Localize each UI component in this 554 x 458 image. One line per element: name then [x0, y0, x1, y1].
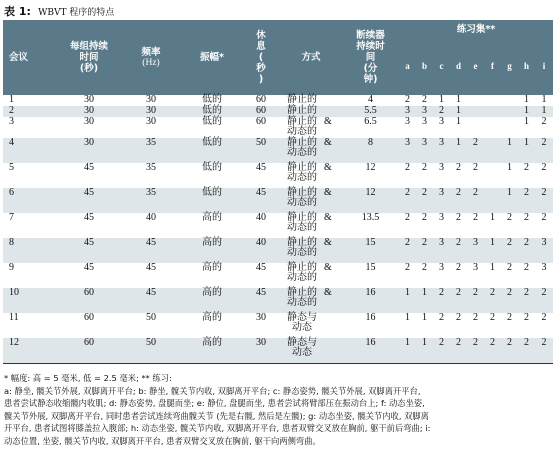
cell-exercise-b: 3 [416, 117, 433, 138]
cell-exercise-e: 2 [467, 313, 484, 338]
cell-exercise-a: 2 [399, 95, 416, 106]
cell-duration: 45 [58, 238, 120, 263]
cell-session: 11 [3, 313, 58, 338]
cell-exercise-c: 2 [433, 106, 450, 117]
cell-intermittent-time: 15 [342, 263, 399, 288]
cell-amplitude: 低的 [182, 138, 242, 163]
header-ex-c: c [433, 38, 450, 95]
cell-exercise-a: 3 [399, 106, 416, 117]
cell-amplitude: 高的 [182, 338, 242, 364]
cell-exercise-d: 2 [450, 263, 467, 288]
cell-rest: 40 [242, 238, 280, 263]
cell-exercise-a: 1 [399, 288, 416, 313]
cell-exercise-h: 2 [518, 238, 535, 263]
cell-exercise-i: 2 [535, 288, 553, 313]
table-caption [4, 3, 114, 17]
cell-exercise-b: 3 [416, 106, 433, 117]
cell-exercise-a: 2 [399, 238, 416, 263]
cell-mode-conjunction: & [324, 263, 342, 288]
cell-duration: 30 [58, 95, 120, 106]
cell-exercise-i: 2 [535, 188, 553, 213]
mode-line: 动态的 [287, 197, 317, 208]
mode-line: 静止的 [287, 237, 317, 248]
mode-line: 动态的 [287, 172, 317, 183]
cell-frequency: 40 [120, 213, 182, 238]
cell-mode [280, 288, 324, 313]
cell-exercise-c: 3 [433, 138, 450, 163]
table-row [3, 288, 553, 313]
cell-exercise-i: 1 [535, 95, 553, 106]
mode-line: 静态与 [287, 337, 317, 348]
cell-exercise-g [501, 106, 518, 117]
cell-exercise-h: 1 [518, 117, 535, 138]
cell-exercise-a: 2 [399, 188, 416, 213]
cell-exercise-e [467, 106, 484, 117]
cell-amplitude: 低的 [182, 106, 242, 117]
cell-amplitude: 高的 [182, 263, 242, 288]
header-mode: 方式 [280, 20, 342, 95]
cell-exercise-h: 1 [518, 106, 535, 117]
header-ex-i: i [535, 38, 553, 95]
mode-line: 静止的 [287, 262, 317, 273]
note-line: * 幅度: 高 = 5 毫米, 低 = 2.5 毫米; ** 练习: [4, 373, 172, 383]
cell-exercise-g [501, 95, 518, 106]
cell-mode-conjunction: & [324, 163, 342, 188]
cell-exercise-f [484, 106, 501, 117]
header-duration: 每组持续 时间 (秒) [58, 20, 120, 95]
header-intermittent: 断续器 持续时 间 (分 钟) [342, 20, 399, 95]
cell-exercise-f: 2 [484, 338, 501, 364]
cell-amplitude: 低的 [182, 163, 242, 188]
cell-exercise-i: 2 [535, 313, 553, 338]
caption-label: 表 1: [4, 5, 31, 18]
mode-line: 静止的 [287, 105, 317, 116]
cell-frequency: 45 [120, 288, 182, 313]
mode-line: 动态的 [287, 297, 317, 308]
cell-exercise-h: 2 [518, 338, 535, 364]
note-line: 髋关节外展, 双脚离开平台, 同时患者尝试连续弯曲髋关节 (先是右髋, 然后是左髋); g: 动态坐姿, 髋关节内收, 双脚离 [4, 410, 429, 421]
cell-exercise-i: 2 [535, 117, 553, 138]
cell-exercise-g: 1 [501, 138, 518, 163]
note-line: 开平台, 患者试图将膝盖拉入腹部; h: 动态坐姿, 髋关节内收, 双脚离开平台, 患者双臂交叉放在胸前, 躯干前后弯曲; i: [4, 423, 431, 433]
mode-line: 静止的 [287, 187, 317, 198]
cell-exercise-a: 1 [399, 313, 416, 338]
mode-line: 动态的 [287, 126, 317, 137]
cell-exercise-e: 3 [467, 263, 484, 288]
cell-exercise-g: 1 [501, 163, 518, 188]
cell-exercise-d: 2 [450, 213, 467, 238]
wbvt-table [3, 20, 553, 364]
table-row [3, 138, 553, 163]
cell-rest: 60 [242, 95, 280, 106]
note-line: 患者尝试静态收缩髋内收肌; d: 静态姿势, 盘腿而坐; e: 静位, 盘腿而坐, 患者尝试将臂部压在振动台上; f: 动态坐姿, [4, 398, 425, 408]
cell-exercise-e: 2 [467, 288, 484, 313]
table-row [3, 213, 553, 238]
cell-session: 7 [3, 213, 58, 238]
cell-duration: 45 [58, 213, 120, 238]
cell-intermittent-time: 6.5 [342, 117, 399, 138]
mode-line: 静止的 [287, 137, 317, 148]
cell-session: 6 [3, 188, 58, 213]
cell-exercise-d: 1 [450, 95, 467, 106]
cell-exercise-i: 3 [535, 238, 553, 263]
cell-mode-conjunction: & [324, 138, 342, 163]
cell-exercise-c: 2 [433, 338, 450, 364]
cell-exercise-f: 1 [484, 213, 501, 238]
table-row [3, 263, 553, 288]
cell-mode [280, 117, 324, 138]
mode-line: 静止的 [287, 287, 317, 298]
header-ex-b: b [416, 38, 433, 95]
cell-mode [280, 163, 324, 188]
table-row [3, 188, 553, 213]
cell-amplitude: 高的 [182, 238, 242, 263]
cell-frequency: 30 [120, 95, 182, 106]
cell-amplitude: 低的 [182, 95, 242, 106]
header-session: 会议 [3, 20, 58, 95]
cell-exercise-h: 2 [518, 188, 535, 213]
header-ex-h: h [518, 38, 535, 95]
cell-exercise-i: 3 [535, 263, 553, 288]
cell-exercise-d: 2 [450, 163, 467, 188]
cell-intermittent-time: 8 [342, 138, 399, 163]
cell-session: 10 [3, 288, 58, 313]
cell-frequency: 50 [120, 338, 182, 364]
cell-rest: 45 [242, 163, 280, 188]
cell-intermittent-time: 12 [342, 188, 399, 213]
cell-exercise-d: 1 [450, 106, 467, 117]
cell-exercise-a: 2 [399, 163, 416, 188]
cell-mode-conjunction: & [324, 117, 342, 138]
cell-exercise-e: 2 [467, 338, 484, 364]
cell-mode-conjunction: & [324, 288, 342, 313]
cell-exercise-c: 3 [433, 263, 450, 288]
cell-mode [280, 238, 324, 263]
mode-line: 动态的 [287, 272, 317, 283]
cell-rest: 60 [242, 106, 280, 117]
cell-frequency: 30 [120, 117, 182, 138]
cell-exercise-e [467, 117, 484, 138]
cell-exercise-f [484, 188, 501, 213]
cell-exercise-a: 3 [399, 117, 416, 138]
cell-mode [280, 213, 324, 238]
cell-exercise-b: 2 [416, 95, 433, 106]
cell-exercise-i: 2 [535, 138, 553, 163]
cell-exercise-h: 1 [518, 138, 535, 163]
cell-exercise-e: 3 [467, 238, 484, 263]
cell-intermittent-time: 16 [342, 288, 399, 313]
cell-rest: 30 [242, 338, 280, 364]
header-ex-f: f [484, 38, 501, 95]
cell-exercise-c: 2 [433, 313, 450, 338]
cell-duration: 30 [58, 106, 120, 117]
cell-exercise-f: 2 [484, 288, 501, 313]
table-notes [4, 372, 552, 447]
cell-frequency: 50 [120, 313, 182, 338]
cell-exercise-i: 1 [535, 106, 553, 117]
cell-amplitude: 高的 [182, 213, 242, 238]
cell-amplitude: 高的 [182, 313, 242, 338]
cell-exercise-a: 1 [399, 338, 416, 364]
table-row [3, 338, 553, 364]
cell-intermittent-time: 12 [342, 163, 399, 188]
cell-exercise-h: 1 [518, 95, 535, 106]
cell-mode-conjunction: & [324, 213, 342, 238]
cell-exercise-e: 2 [467, 138, 484, 163]
cell-exercise-e: 2 [467, 213, 484, 238]
cell-rest: 60 [242, 117, 280, 138]
cell-duration: 30 [58, 117, 120, 138]
cell-amplitude: 高的 [182, 288, 242, 313]
cell-exercise-d: 2 [450, 338, 467, 364]
cell-exercise-a: 2 [399, 213, 416, 238]
cell-exercise-g [501, 117, 518, 138]
cell-session: 8 [3, 238, 58, 263]
cell-intermittent-time: 16 [342, 338, 399, 364]
cell-exercise-h: 2 [518, 288, 535, 313]
cell-exercise-a: 3 [399, 138, 416, 163]
mode-line: 静止的 [287, 116, 317, 127]
cell-exercise-h: 2 [518, 163, 535, 188]
cell-frequency: 35 [120, 163, 182, 188]
cell-exercise-g: 2 [501, 238, 518, 263]
cell-mode-conjunction [324, 338, 342, 364]
cell-exercise-g: 2 [501, 213, 518, 238]
cell-amplitude: 低的 [182, 117, 242, 138]
cell-frequency: 45 [120, 263, 182, 288]
table-row [3, 313, 553, 338]
header-exercise-group: 练习集** [399, 20, 553, 38]
cell-intermittent-time: 13.5 [342, 213, 399, 238]
cell-exercise-d: 2 [450, 313, 467, 338]
cell-exercise-b: 2 [416, 163, 433, 188]
table-row [3, 117, 553, 138]
cell-exercise-f [484, 117, 501, 138]
cell-duration: 45 [58, 163, 120, 188]
mode-line: 动态的 [287, 222, 317, 233]
mode-line: 动态 [292, 347, 312, 358]
cell-session: 9 [3, 263, 58, 288]
header-ex-e: e [467, 38, 484, 95]
cell-exercise-f [484, 138, 501, 163]
mode-line: 静止的 [287, 94, 317, 105]
cell-exercise-b: 1 [416, 338, 433, 364]
cell-duration: 60 [58, 313, 120, 338]
cell-exercise-b: 1 [416, 313, 433, 338]
cell-exercise-g: 2 [501, 288, 518, 313]
caption-text: WBVT 程序的特点 [38, 8, 115, 18]
cell-mode-conjunction [324, 313, 342, 338]
cell-duration: 60 [58, 338, 120, 364]
cell-frequency: 30 [120, 106, 182, 117]
mode-line: 动态 [292, 322, 312, 333]
cell-exercise-h: 2 [518, 313, 535, 338]
cell-intermittent-time: 15 [342, 238, 399, 263]
cell-exercise-i: 2 [535, 213, 553, 238]
cell-session: 12 [3, 338, 58, 364]
cell-frequency: 35 [120, 138, 182, 163]
cell-exercise-g: 2 [501, 313, 518, 338]
cell-exercise-e: 2 [467, 163, 484, 188]
cell-mode [280, 313, 324, 338]
header-ex-d: d [450, 38, 467, 95]
cell-exercise-b: 3 [416, 138, 433, 163]
table-body [3, 95, 553, 364]
cell-exercise-d: 2 [450, 188, 467, 213]
cell-session: 3 [3, 117, 58, 138]
cell-mode [280, 263, 324, 288]
cell-amplitude: 低的 [182, 188, 242, 213]
header-ex-g: g [501, 38, 518, 95]
cell-exercise-g: 2 [501, 338, 518, 364]
cell-frequency: 35 [120, 188, 182, 213]
cell-exercise-f: 1 [484, 263, 501, 288]
cell-exercise-b: 2 [416, 263, 433, 288]
cell-exercise-c: 3 [433, 188, 450, 213]
mode-line: 静止的 [287, 212, 317, 223]
cell-exercise-h: 2 [518, 263, 535, 288]
cell-exercise-b: 2 [416, 238, 433, 263]
cell-duration: 60 [58, 288, 120, 313]
cell-exercise-i: 2 [535, 163, 553, 188]
cell-exercise-g: 1 [501, 188, 518, 213]
cell-exercise-f [484, 163, 501, 188]
cell-exercise-c: 1 [433, 95, 450, 106]
cell-duration: 45 [58, 263, 120, 288]
cell-mode-conjunction: & [324, 188, 342, 213]
cell-rest: 40 [242, 213, 280, 238]
cell-exercise-d: 1 [450, 138, 467, 163]
header-frequency: 频率 (Hz) [120, 20, 182, 95]
cell-exercise-d: 2 [450, 288, 467, 313]
cell-session: 4 [3, 138, 58, 163]
table-header [3, 20, 553, 95]
cell-exercise-f: 2 [484, 313, 501, 338]
cell-session: 5 [3, 163, 58, 188]
cell-exercise-e: 2 [467, 188, 484, 213]
cell-rest: 45 [242, 263, 280, 288]
cell-frequency: 45 [120, 238, 182, 263]
cell-exercise-c: 3 [433, 213, 450, 238]
cell-mode [280, 138, 324, 163]
cell-rest: 45 [242, 288, 280, 313]
cell-exercise-h: 2 [518, 213, 535, 238]
cell-exercise-i: 2 [535, 338, 553, 364]
mode-line: 动态的 [287, 147, 317, 158]
cell-mode-conjunction [324, 95, 342, 106]
cell-exercise-g: 2 [501, 263, 518, 288]
cell-exercise-a: 2 [399, 263, 416, 288]
cell-mode [280, 338, 324, 364]
cell-duration: 45 [58, 188, 120, 213]
cell-session: 1 [3, 95, 58, 106]
table-row [3, 163, 553, 188]
note-line: 动态位置, 坐姿, 髋关节内收, 双脚离开平台, 患者双臂交叉放在胸前, 躯干向两侧弯曲。 [4, 435, 321, 446]
cell-exercise-c: 2 [433, 288, 450, 313]
header-rest: 休 息 ( 秒 ) [242, 20, 280, 95]
header-ex-a: a [399, 38, 416, 95]
cell-exercise-b: 1 [416, 288, 433, 313]
table-row [3, 238, 553, 263]
cell-mode [280, 188, 324, 213]
cell-rest: 45 [242, 188, 280, 213]
cell-exercise-c: 3 [433, 117, 450, 138]
cell-exercise-d: 1 [450, 117, 467, 138]
cell-intermittent-time: 5.5 [342, 106, 399, 117]
cell-exercise-b: 2 [416, 213, 433, 238]
cell-intermittent-time: 4 [342, 95, 399, 106]
cell-exercise-d: 2 [450, 238, 467, 263]
cell-session: 2 [3, 106, 58, 117]
cell-exercise-b: 2 [416, 188, 433, 213]
cell-mode-conjunction: & [324, 238, 342, 263]
cell-rest: 30 [242, 313, 280, 338]
cell-intermittent-time: 16 [342, 313, 399, 338]
cell-exercise-f [484, 95, 501, 106]
mode-line: 静态与 [287, 312, 317, 323]
cell-exercise-c: 3 [433, 238, 450, 263]
note-line: a: 静坐, 髋关节外展, 双脚离开平台; b: 静坐, 髋关节内收, 双脚离开平台; c: 静态姿势, 髋关节外展, 双脚离开平台, [4, 385, 421, 396]
mode-line: 静止的 [287, 162, 317, 173]
cell-exercise-c: 3 [433, 163, 450, 188]
cell-duration: 30 [58, 138, 120, 163]
cell-exercise-f: 1 [484, 238, 501, 263]
mode-line: 动态的 [287, 247, 317, 258]
cell-rest: 50 [242, 138, 280, 163]
header-amplitude: 振幅* [182, 20, 242, 95]
cell-exercise-e [467, 95, 484, 106]
